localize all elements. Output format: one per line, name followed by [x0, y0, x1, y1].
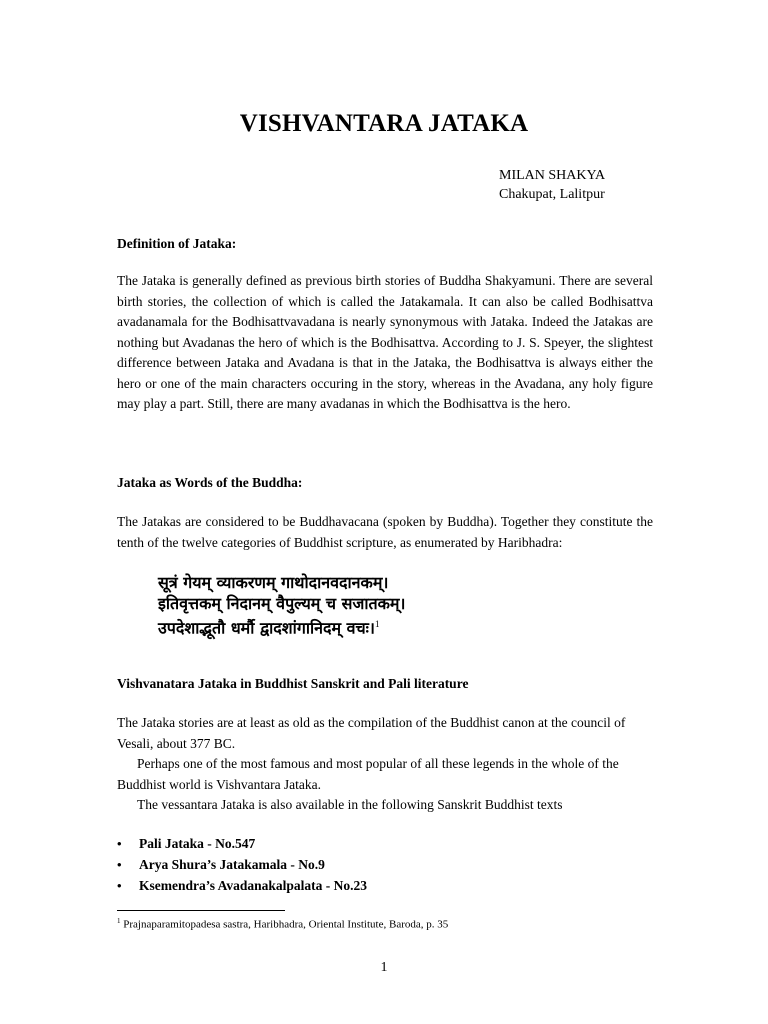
paragraph-words-of-buddha: The Jatakas are considered to be Buddhavacana (spoken by Buddha). Together they constitute the tenth of the twelve categories of Buddhist scripture, as enumerated by Haribhadra: — [117, 514, 653, 550]
list-item: • Arya Shura’s Jatakamala - No.9 — [117, 854, 367, 875]
texts-list — [117, 833, 367, 896]
verse-line-last — [158, 614, 406, 638]
footnote-separator — [117, 910, 285, 911]
document-title: VISHVANTARA JATAKA — [239, 110, 529, 137]
paragraph-literature-2: Perhaps one of the most famous and most popular of all these legends in the whole of the Buddhist world is Vishvantara Jataka. — [117, 756, 619, 792]
list-item: • Ksemendra’s Avadanakalpalata - No.23 — [117, 875, 367, 896]
list-item: • Pali Jataka - No.547 — [117, 833, 367, 854]
verse-line: सूत्रं गेयम् व्याकरणम् गाथोदानवदानकम्। — [158, 573, 389, 592]
footnote-reference[interactable]: 1 — [374, 619, 380, 629]
heading-words-of-buddha: Jataka as Words of the Buddha: — [117, 475, 303, 490]
heading-literature: Vishvanatara Jataka in Buddhist Sanskrit and Pali literature — [117, 676, 469, 691]
author-place: Chakupat, Lalitpur — [499, 187, 605, 202]
verse-line-text: उपदेशाद्भूतौ धर्मौ द्वादशांगानिदम् वचः। — [158, 618, 375, 638]
author-block — [499, 166, 605, 204]
footnote — [117, 917, 448, 931]
paragraph-literature-3: The vessantara Jataka is also available in the following Sanskrit Buddhist texts — [137, 797, 563, 812]
heading-definition: Definition of Jataka: — [117, 236, 237, 251]
author-name: MILAN SHAKYA — [499, 168, 606, 183]
verse-line: इतिवृत्तकम् निदानम् वैपुल्यम् च सजातकम्। — [158, 594, 406, 613]
sanskrit-verse — [158, 572, 406, 638]
paragraph-literature-1: The Jataka stories are at least as old as the compilation of the Buddhist canon at the council of Vesali, about 377 BC. — [117, 715, 626, 751]
page-number: 1 — [380, 960, 388, 975]
footnote-marker: 1 — [117, 917, 121, 925]
footnote-text: Prajnaparamitopadesa sastra, Haribhadra, Oriental Institute, Baroda, p. 35 — [123, 918, 449, 931]
paragraph-definition: The Jataka is generally defined as previous birth stories of Buddha Shakyamuni. There are several birth stories, the collection of which is called the Jatakamala. It can also be called Bodhisattva avadanamala for the Bodhisattvavadana is nearly synonymous with Jataka. Indeed the Jatakas are nothing but Avadanas the hero of which is the Bodhisattva. According to J. S. Speyer, the slightest difference between Jataka and Avadana is that in the Jataka, the Bodhisattva is always either the hero or one of the main characters occuring in the story, whereas in the Avadana, any holy figure may play a part. Still, there are many avadanas in which the Bodhisattva is the hero. — [117, 273, 653, 411]
